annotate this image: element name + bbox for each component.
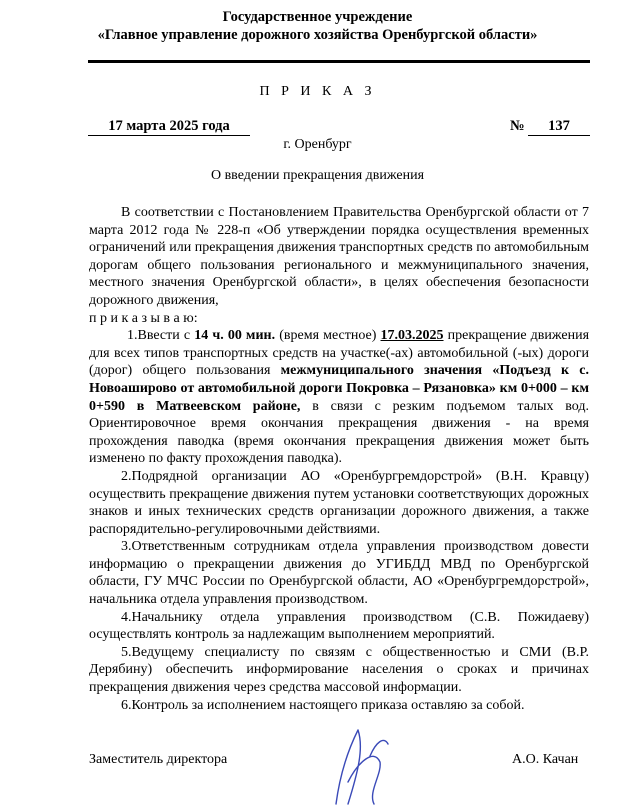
order-body (89, 204, 589, 714)
order-number-label: № (510, 118, 525, 134)
item-1-road: межмуниципального значения «Подъезд к с. Новоаширово от автомобильной дороги Покровка – Рязановка» км 0+000 – км 0+590 в Матвеевском районе, (89, 363, 589, 414)
item-5-paragraph: 5.Ведущему специалисту по связям с общественностью и СМИ (В.Р. Дерябину) обеспечить информирование населения о сроках и причинах прекращения движения через средства массовой информации. (89, 644, 589, 696)
handwritten-signature-icon (318, 722, 398, 806)
item-6-paragraph: 6.Контроль за исполнением настоящего приказа оставляю за собой. (121, 697, 525, 713)
item-1-text-b: (время местное) (275, 328, 381, 344)
order-word: п р и к а з ы в а ю: (89, 310, 198, 326)
order-city: г. Оренбург (283, 137, 352, 152)
preamble-paragraph: В соответствии с Постановлением Правительства Оренбургской области от 7 марта 2012 года № 228-п «Об утверждении порядка осуществления временных ограничений или прекращения движения транспортных средств по автомобильным дорогам общего пользования регионального и межмуниципального значения, местного значения Оренбургской области», в целях обеспечения безопасности дорожного движения, (89, 205, 589, 308)
item-1-time: 14 ч. 00 мин. (194, 328, 276, 344)
item-1-date: 17.03.2025 (380, 328, 444, 344)
header-line-1: Государственное учреждение (222, 9, 413, 25)
header-divider (88, 60, 590, 63)
order-subject: О введении прекращения движения (210, 168, 425, 183)
signer-position: Заместитель директора (89, 752, 228, 767)
order-title: П Р И К А З (259, 84, 376, 99)
header-line-2: «Главное управление дорожного хозяйства Оренбургской области» (97, 27, 538, 43)
item-1-text-c: прекращение движения для всех типов транспортных средств на участке(-ах) автомобильной (-ых) дороги (дорог) общего пользования (89, 328, 590, 379)
item-4-paragraph: 4.Начальнику отдела управления производством (С.В. Пожидаеву) осуществлять контроль за надлежащим выполнением мероприятий. (89, 609, 589, 643)
item-3-paragraph: 3.Ответственным сотрудникам отдела управления производством довести информацию о прекращении движения до УГИБДД МВД по Оренбургской области, ГУ МЧС России по Оренбургской области, АО «Оренбургремдорстрой», начальника отдела управления производством. (89, 539, 589, 608)
item-1-text-a: 1.Ввести с (127, 328, 195, 344)
item-2-paragraph: 2.Подрядной организации АО «Оренбургремдорстрой» (В.Н. Кравцу) осуществить прекращение движения путем установки соответствующих дорожных знаков и иных технических средств организации дорожного движения, а также распорядительно-регулировочными действиями. (89, 468, 589, 537)
order-date: 17 марта 2025 года (88, 118, 250, 136)
item-1-paragraph (89, 327, 589, 468)
organization-header (0, 8, 635, 44)
signer-name: А.О. Качан (512, 752, 579, 767)
order-number: 137 (528, 118, 590, 136)
item-1-text-d: в связи с резким подъемом талых вод. Ориентировочное время окончания прекращения движения - на время прохождения паводка (время окончания прекращения движения может быть изменено по факту прохождения паводка). (89, 398, 590, 467)
